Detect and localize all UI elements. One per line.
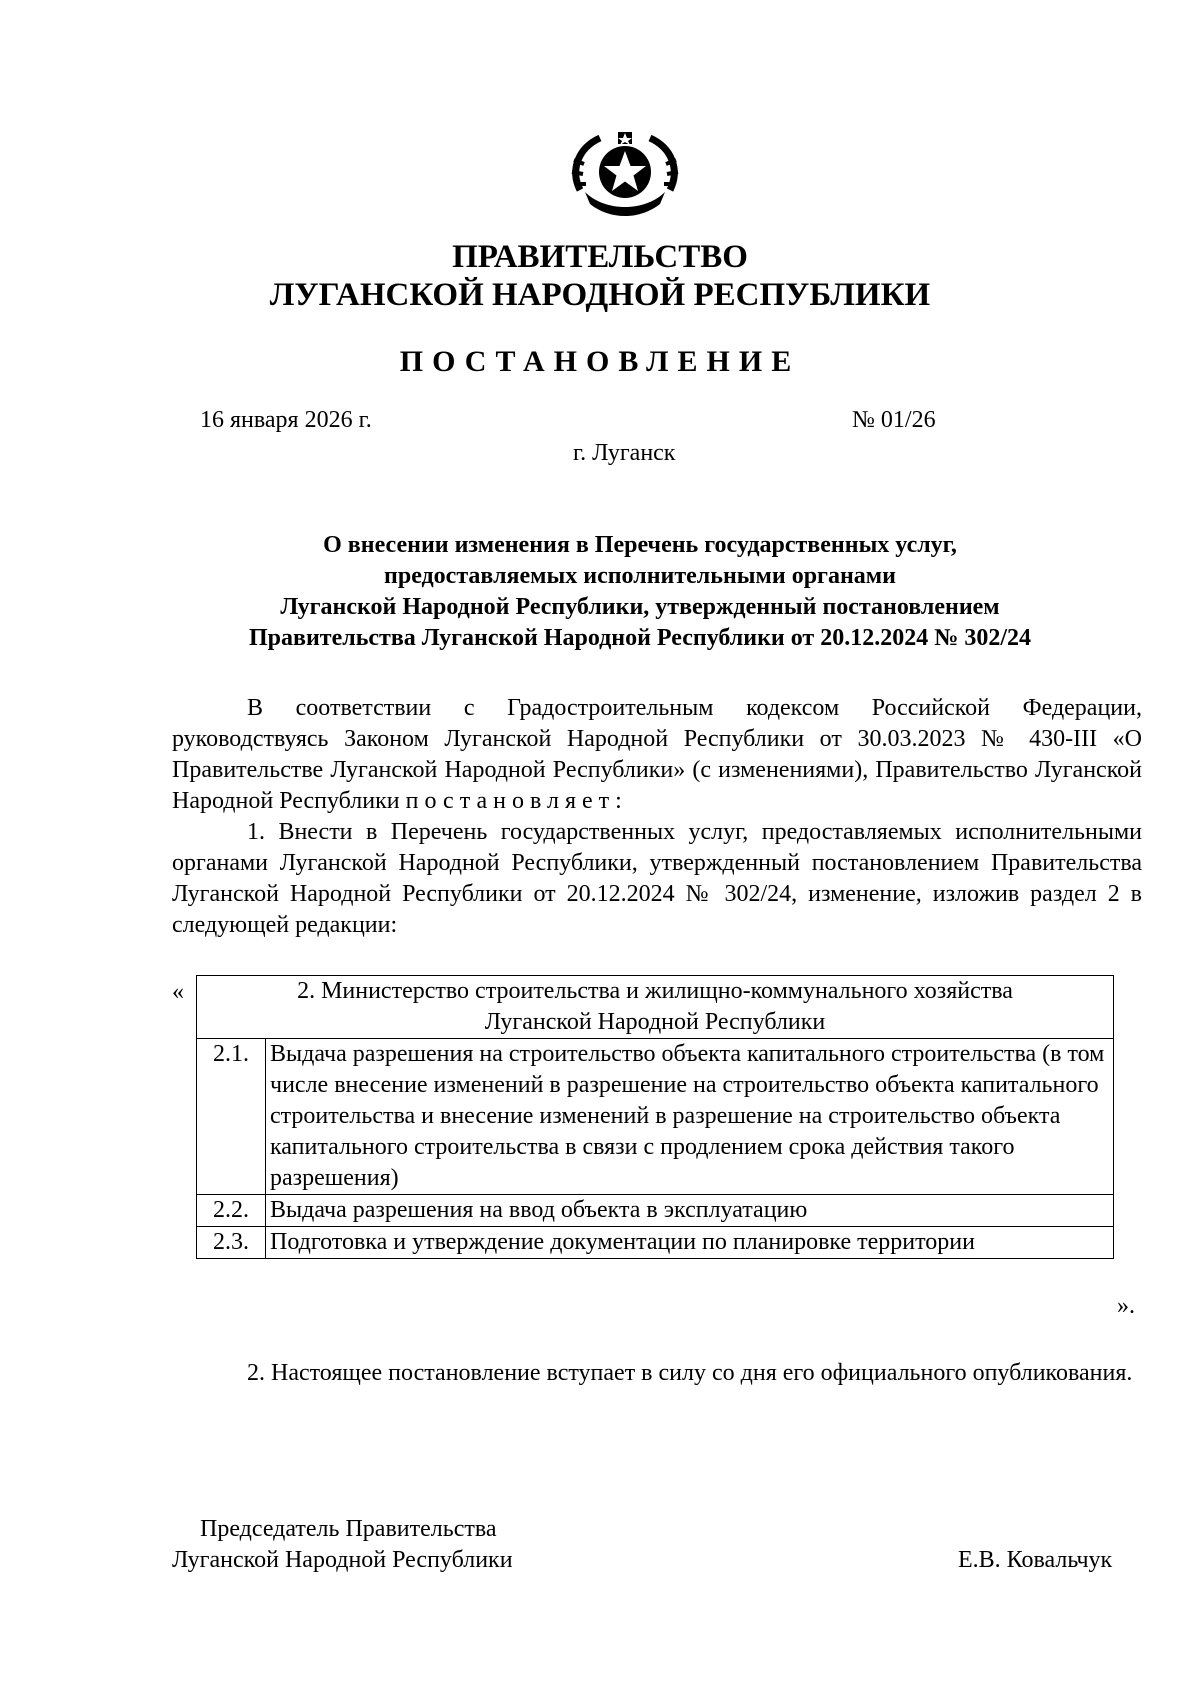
row-number: 2.2. xyxy=(197,1195,266,1227)
item-1-paragraph: 1. Внести в Перечень государственных услуг, предоставляемых исполнительными органами Луганской Народной Республики, утвержденный постановлением Правительства Луганской Народной Республики от 20.12.2024 № 302/24, изменение, изложив раздел 2 в следующей редакции: xyxy=(172,819,1142,938)
preamble-verb: постановляет: xyxy=(405,788,628,814)
table-row xyxy=(197,1039,1114,1195)
preamble-paragraph xyxy=(172,693,1142,817)
signatory-name: Е.В. Ковальчук xyxy=(958,1547,1113,1573)
signatory-position-line2: Луганской Народной Республики xyxy=(172,1547,513,1573)
section-header-line-1: 2. Министерство строительства и жилищно-коммунального хозяйства xyxy=(297,978,1013,1004)
document-number: № 01/26 xyxy=(852,407,936,433)
preamble-text: В соответствии с Градостроительным кодексом Российской Федерации, руководствуясь Законом Луганской Народной Республики от 30.03.2023 № 430-III «О Правительстве Луганской Народной Республики» (с изменениями), Правительство Луганской Народной Республики xyxy=(172,695,1142,814)
title-line-4: Правительства Луганской Народной Республики от 20.12.2024 № 302/24 xyxy=(249,625,1031,651)
coat-of-arms-icon xyxy=(560,130,690,220)
signatory-position-line1: Председатель Правительства xyxy=(200,1516,497,1542)
document-type: ПОСТАНОВЛЕНИЕ xyxy=(399,345,801,378)
item-2-paragraph: 2. Настоящее постановление вступает в силу со дня его официального опубликования. xyxy=(247,1360,1133,1386)
document-date: 16 января 2026 г. xyxy=(200,407,372,433)
table-row xyxy=(197,1227,1114,1259)
close-quote: ». xyxy=(1117,1293,1135,1319)
services-table xyxy=(196,975,1114,1259)
table-row xyxy=(197,1195,1114,1227)
document-city: г. Луганск xyxy=(573,440,676,466)
open-quote: « xyxy=(172,979,184,1005)
section-header-cell xyxy=(197,976,1114,1039)
row-number: 2.1. xyxy=(197,1039,266,1195)
title-line-1: О внесении изменения в Перечень государственных услуг, xyxy=(323,532,957,558)
title-line-2: предоставляемых исполнительными органами xyxy=(384,563,896,589)
org-name-line1: ПРАВИТЕЛЬСТВО xyxy=(452,239,748,275)
title-line-3: Луганской Народной Республики, утвержденный постановлением xyxy=(280,594,1000,620)
section-header-line-2: Луганской Народной Республики xyxy=(484,1009,826,1035)
row-service-name: Выдача разрешения на строительство объекта капитального строительства (в том числе внесение изменений в разрешение на строительство объекта капитального строительства и внесение изменений в разрешение на строительство объекта капитального строительства в связи с продлением срока действия такого разрешения) xyxy=(266,1039,1114,1195)
org-name-line2: ЛУГАНСКОЙ НАРОДНОЙ РЕСПУБЛИКИ xyxy=(269,277,931,313)
document-title xyxy=(160,530,1120,654)
row-service-name: Выдача разрешения на ввод объекта в эксплуатацию xyxy=(266,1195,1114,1227)
row-number: 2.3. xyxy=(197,1227,266,1259)
table-section-header-row xyxy=(197,976,1114,1039)
row-service-name: Подготовка и утверждение документации по планировке территории xyxy=(266,1227,1114,1259)
